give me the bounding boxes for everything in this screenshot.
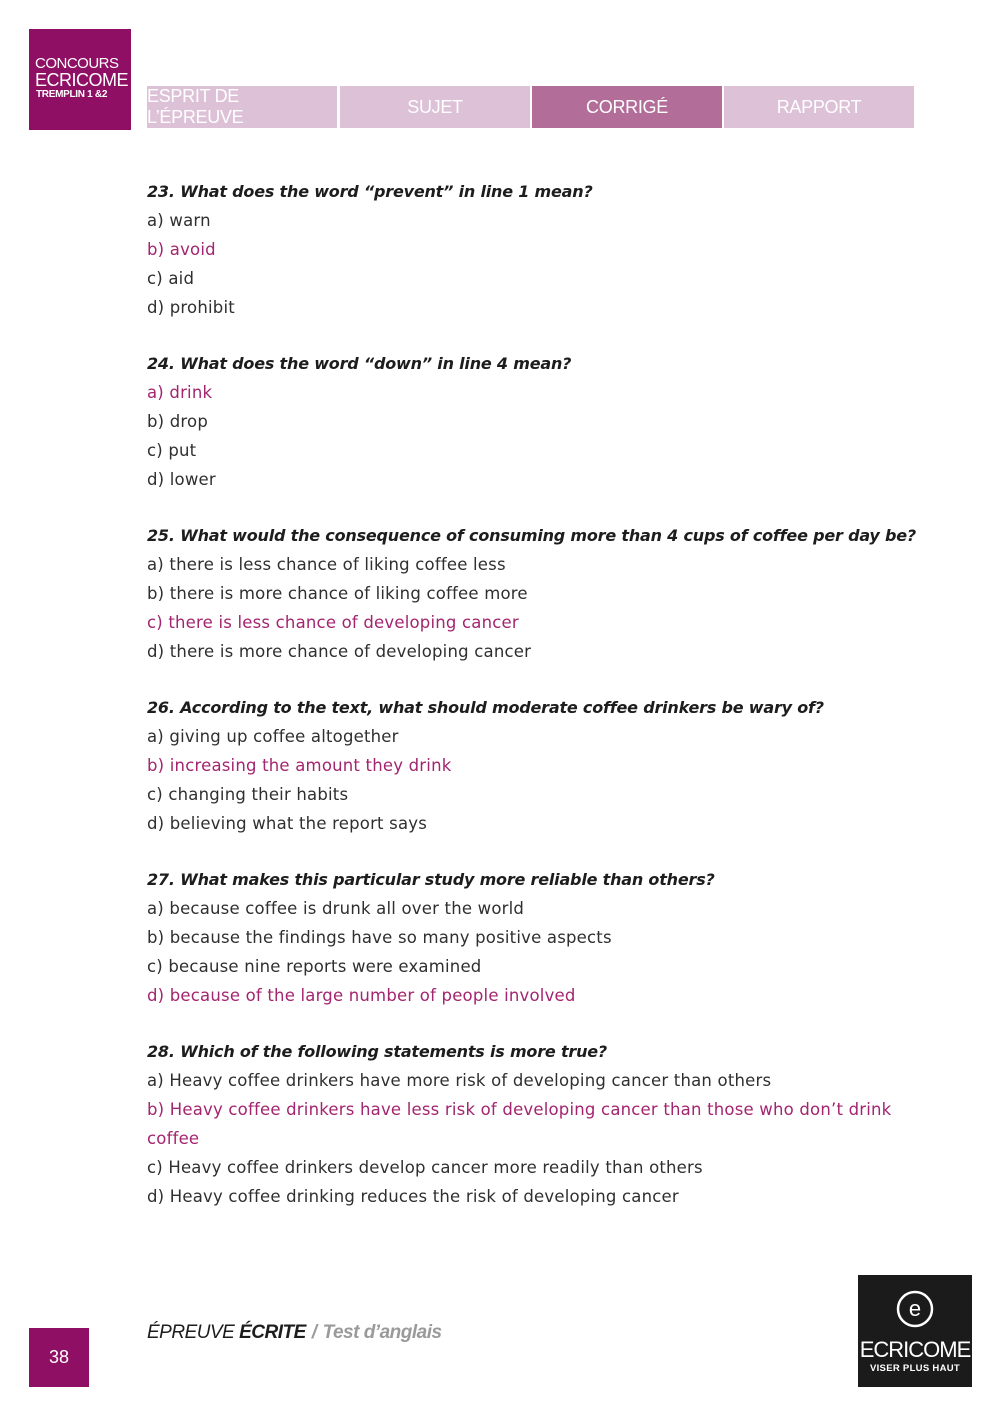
answer-option: d) lower bbox=[147, 470, 216, 489]
page-number: 38 bbox=[29, 1328, 89, 1387]
section-tabs bbox=[147, 86, 915, 128]
question-title: 25. What would the consequence of consuming more than 4 cups of coffee per day be? bbox=[147, 526, 917, 545]
footer-separator: / bbox=[311, 1322, 317, 1343]
question-block bbox=[147, 866, 907, 1010]
footer-bold: ÉCRITE bbox=[239, 1322, 306, 1343]
tab-corrige[interactable]: CORRIGÉ bbox=[532, 86, 722, 128]
logo-line-tremplin: TREMPLIN 1 &2 bbox=[36, 89, 108, 100]
logo-line-ecricome: ECRICOME bbox=[35, 70, 129, 90]
question-title: 26. According to the text, what should moderate coffee drinkers be wary of? bbox=[147, 698, 824, 717]
question-title: 27. What makes this particular study more reliable than others? bbox=[147, 870, 715, 889]
footer-subject: Test d’anglais bbox=[322, 1322, 442, 1343]
concours-ecricome-logo bbox=[29, 29, 131, 130]
ecricome-brand-logo bbox=[858, 1275, 972, 1387]
answer-option: a) because coffee is drunk all over the world bbox=[147, 899, 525, 918]
answer-option: d) there is more chance of developing cancer bbox=[147, 642, 532, 661]
correct-answer-option: d) because of the large number of people involved bbox=[147, 986, 576, 1005]
footer-prefix: ÉPREUVE bbox=[147, 1322, 240, 1343]
answer-option: d) prohibit bbox=[147, 298, 235, 317]
answer-option: c) put bbox=[147, 441, 197, 460]
answer-option: d) believing what the report says bbox=[147, 814, 428, 833]
correct-answer-option: b) Heavy coffee drinkers have less risk of developing cancer than those who don’t drink coffee bbox=[147, 1100, 892, 1148]
brand-tagline: VISER PLUS HAUT bbox=[869, 1363, 960, 1374]
footer-label bbox=[147, 1322, 442, 1344]
answer-option: c) aid bbox=[147, 269, 195, 288]
question-title: 23. What does the word “prevent” in line 1 mean? bbox=[147, 182, 593, 201]
brand-name: ECRICOME bbox=[859, 1337, 971, 1362]
answer-option: b) there is more chance of liking coffee more bbox=[147, 584, 528, 603]
logo-line-concours: CONCOURS bbox=[35, 55, 119, 72]
question-title: 28. Which of the following statements is more true? bbox=[147, 1042, 608, 1061]
tab-esprit-de-l-epreuve[interactable]: ESPRIT DE L’ÉPREUVE bbox=[147, 86, 337, 128]
answer-option: c) changing their habits bbox=[147, 785, 349, 804]
answer-option: d) Heavy coffee drinking reduces the risk of developing cancer bbox=[147, 1187, 679, 1206]
question-block bbox=[147, 178, 907, 322]
question-block bbox=[147, 350, 907, 494]
answer-option: a) warn bbox=[147, 211, 211, 230]
answer-option: a) Heavy coffee drinkers have more risk of developing cancer than others bbox=[147, 1071, 772, 1090]
correct-answer-option: a) drink bbox=[147, 383, 213, 402]
answer-option: a) there is less chance of liking coffee less bbox=[147, 555, 506, 574]
tab-sujet[interactable]: SUJET bbox=[340, 86, 530, 128]
question-block bbox=[147, 522, 917, 666]
question-title: 24. What does the word “down” in line 4 mean? bbox=[147, 354, 572, 373]
correct-answer-option: c) there is less chance of developing cancer bbox=[147, 613, 519, 632]
question-block bbox=[147, 1038, 907, 1211]
emblem-letter: e bbox=[908, 1296, 922, 1321]
answer-option: a) giving up coffee altogether bbox=[147, 727, 399, 746]
tab-rapport[interactable]: RAPPORT bbox=[724, 86, 914, 128]
answer-option: c) because nine reports were examined bbox=[147, 957, 482, 976]
answer-option: b) drop bbox=[147, 412, 209, 431]
correct-answer-option: b) avoid bbox=[147, 240, 216, 259]
correct-answer-option: b) increasing the amount they drink bbox=[147, 756, 452, 775]
questions-list bbox=[147, 178, 917, 1239]
question-block bbox=[147, 694, 907, 838]
answer-option: b) because the findings have so many positive aspects bbox=[147, 928, 612, 947]
ecricome-emblem-icon bbox=[895, 1289, 935, 1329]
answer-option: c) Heavy coffee drinkers develop cancer more readily than others bbox=[147, 1158, 703, 1177]
